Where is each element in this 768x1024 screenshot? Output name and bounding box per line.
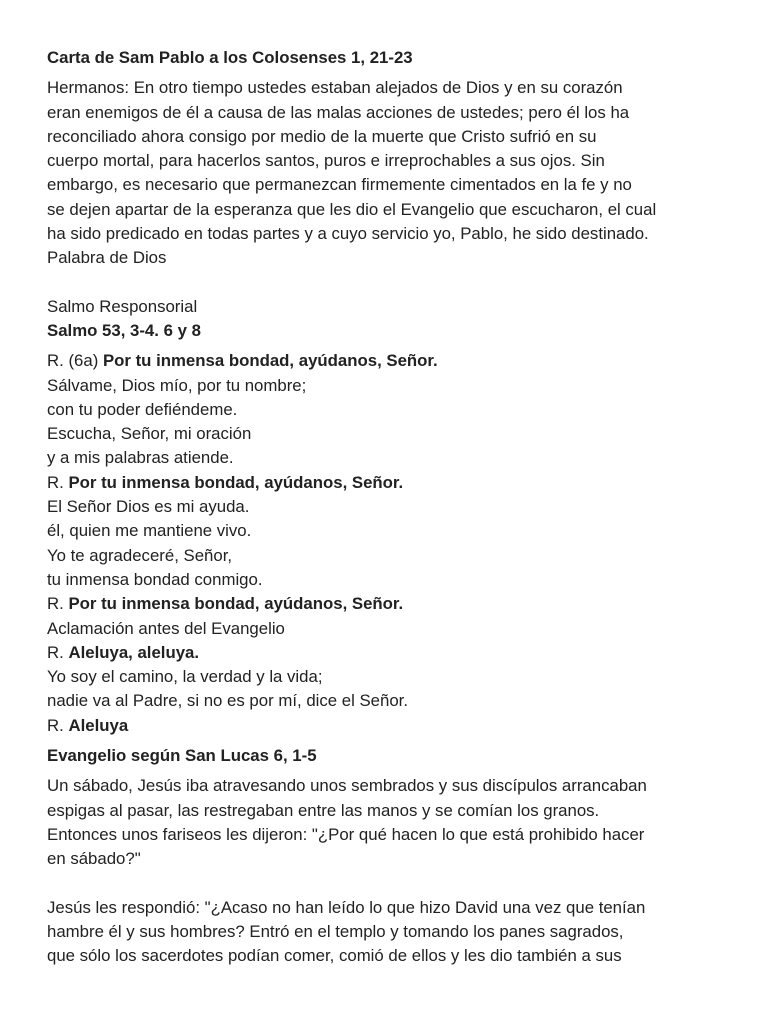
spacer bbox=[47, 872, 737, 896]
psalm-response-line bbox=[47, 471, 737, 495]
gospel-line: que sólo los sacerdotes podían comer, comió de ellos y les dio también a sus bbox=[47, 946, 622, 966]
reading-line: Palabra de Dios bbox=[47, 248, 167, 268]
reading-line: ha sido predicado en todas partes y a cuyo servicio yo, Pablo, he sido destinado. bbox=[47, 224, 649, 244]
psalm-body bbox=[47, 349, 737, 738]
response-prefix: R. bbox=[47, 594, 69, 614]
psalm-response: Por tu inmensa bondad, ayúdanos, Señor. bbox=[68, 594, 404, 614]
psalm-response: Por tu inmensa bondad, ayúdanos, Señor. bbox=[102, 351, 438, 371]
reading-line: se dejen apartar de la esperanza que les dio el Evangelio que escucharon, el cual bbox=[47, 199, 657, 219]
reading-text bbox=[47, 76, 737, 270]
gospel-paragraph-2 bbox=[47, 896, 737, 969]
acclamation-verse: nadie va al Padre, si no es por mí, dice el Señor. bbox=[47, 691, 409, 711]
reading-line: eran enemigos de él a causa de las malas acciones de ustedes; pero él los ha bbox=[47, 102, 630, 122]
psalm-verse: con tu poder defiéndeme. bbox=[47, 399, 238, 419]
psalm-label: Salmo Responsorial bbox=[47, 296, 198, 316]
gospel-line: espigas al pasar, las restregaban entre las manos y se comían los granos. bbox=[47, 800, 600, 820]
gospel-line: hambre él y sus hombres? Entró en el templo y tomando los panes sagrados, bbox=[47, 921, 624, 941]
acclamation-verse: Yo soy el camino, la verdad y la vida; bbox=[47, 667, 323, 687]
spacer bbox=[47, 271, 737, 295]
document-page bbox=[47, 46, 737, 968]
acclamation-closing-line bbox=[47, 714, 737, 738]
reading-line: embargo, es necesario que permanezcan firmemente cimentados en la fe y no bbox=[47, 175, 632, 195]
psalm-title: Salmo 53, 3-4. 6 y 8 bbox=[47, 320, 201, 340]
gospel-line: Entonces unos fariseos les dijeron: "¿Por qué hacen lo que está prohibido hacer bbox=[47, 824, 645, 844]
response-prefix: R. bbox=[47, 715, 69, 735]
psalm-verse: El Señor Dios es mi ayuda. bbox=[47, 497, 250, 517]
acclamation-response-line bbox=[47, 641, 737, 665]
reading-line: Hermanos: En otro tiempo ustedes estaban alejados de Dios y en su corazón bbox=[47, 78, 623, 98]
psalm-response: Por tu inmensa bondad, ayúdanos, Señor. bbox=[68, 472, 404, 492]
psalm-verse: tu inmensa bondad conmigo. bbox=[47, 569, 263, 589]
reading-title: Carta de Sam Pablo a los Colosenses 1, 21-23 bbox=[47, 48, 413, 67]
psalm-response-line bbox=[47, 349, 737, 373]
acclamation-label: Aclamación antes del Evangelio bbox=[47, 618, 285, 638]
psalm-verse: él, quien me mantiene vivo. bbox=[47, 521, 252, 541]
response-prefix: R. (6a) bbox=[47, 351, 103, 371]
reading-line: reconciliado ahora consigo por medio de la muerte que Cristo sufrió en su bbox=[47, 126, 597, 146]
psalm-response-line bbox=[47, 592, 737, 616]
response-prefix: R. bbox=[47, 642, 69, 662]
reading-line: cuerpo mortal, para hacerlos santos, puros e irreprochables a sus ojos. Sin bbox=[47, 151, 605, 171]
psalm-section bbox=[47, 295, 737, 319]
psalm-verse: Yo te agradeceré, Señor, bbox=[47, 545, 233, 565]
gospel-paragraph-1 bbox=[47, 774, 737, 871]
response-prefix: R. bbox=[47, 472, 69, 492]
psalm-verse: Sálvame, Dios mío, por tu nombre; bbox=[47, 375, 307, 395]
gospel-line: en sábado?" bbox=[47, 849, 141, 869]
psalm-verse: Escucha, Señor, mi oración bbox=[47, 424, 252, 444]
gospel-line: Un sábado, Jesús iba atravesando unos sembrados y sus discípulos arrancaban bbox=[47, 776, 647, 796]
acclamation-closing: Aleluya bbox=[68, 715, 129, 735]
gospel-line: Jesús les respondió: "¿Acaso no han leído lo que hizo David una vez que tenían bbox=[47, 897, 646, 917]
gospel-title: Evangelio según San Lucas 6, 1-5 bbox=[47, 746, 317, 766]
acclamation-response: Aleluya, aleluya. bbox=[68, 642, 200, 662]
psalm-verse: y a mis palabras atiende. bbox=[47, 448, 234, 468]
